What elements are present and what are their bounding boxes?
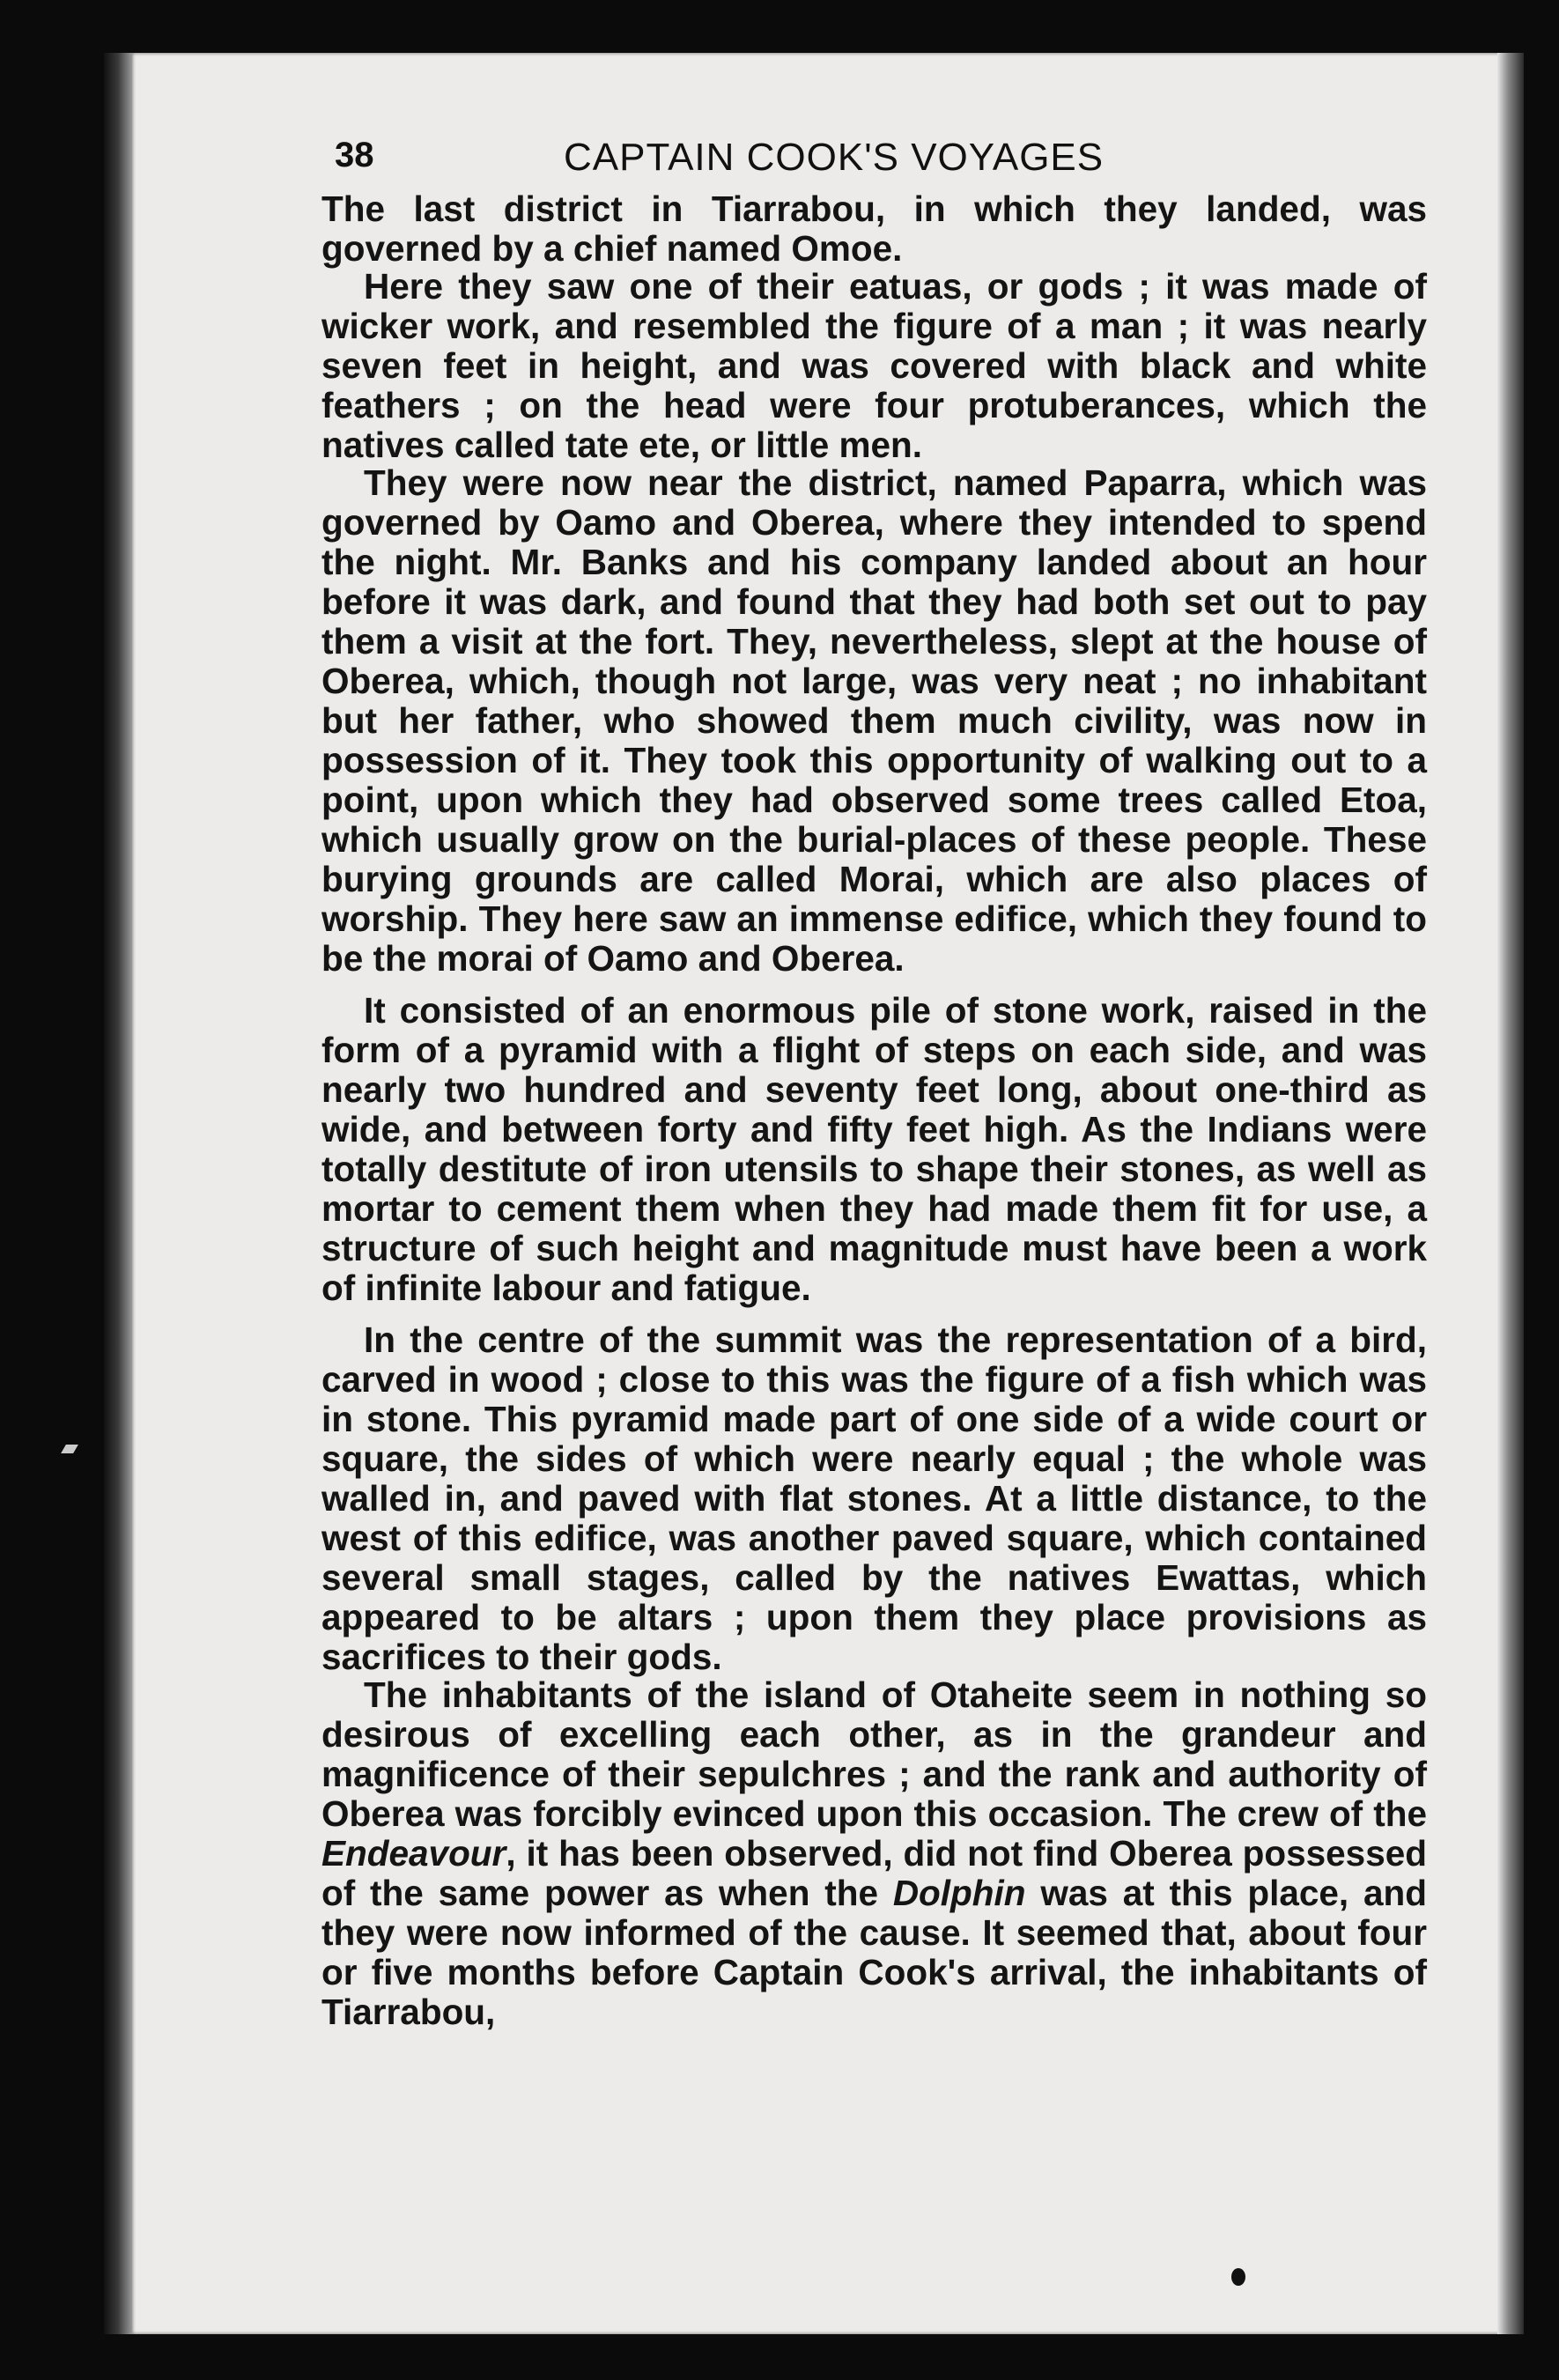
ship-name-dolphin: Dolphin [892,1873,1026,1913]
ship-name-endeavour: Endeavour [321,1833,506,1874]
page-header [335,132,1444,194]
body-text [321,189,1427,2127]
paragraph-3: They were now near the district, named Paparra, which was governed by Oamo and Oberea, where they intended to spend the night. Mr. Banks and his company landed about an hour before it was dark, and found that they had both set out to pay them a visit at the fort. They, nevertheless, slept at the house of Oberea, which, though not large, was very neat ; no inhabitant but her father, who showed them much civility, was now in possession of it. They took this opportunity of walking out to a point, upon which they had observed some trees called Etoa, which usually grow on the burial-places of these people. These burying grounds are called Morai, which are also places of worship. They here saw an immense edifice, which they found to be the morai of Oamo and Oberea. [321,462,1427,979]
paragraph-6-part-1: The inhabitants of the island of Otaheite seem in nothing so desirous of excelling each other, as in the grandeur and magnificence of their sepulchres ; and the rank and authority of Oberea was forcibly evinced upon this occasion. The crew of the [321,1674,1427,1834]
page-number: 38 [335,136,374,174]
paragraph-2: Here they saw one of their eatuas, or gods ; it was made of wicker work, and resembled the figure of a man ; it was nearly seven feet in height, and was covered with black and white feathers ; on the head were four protuberances, which the natives called tate ete, or little men. [321,266,1427,465]
paragraph-5: In the centre of the summit was the representation of a bird, carved in wood ; close to this was the figure of a fish which was in stone. This pyramid made part of one side of a wide court or square, the sides of which were nearly equal ; the whole was walled in, and paved with flat stones. At a little distance, to the west of this edifice, was another paved square, which contained several small stages, called by the natives Ewattas, which appeared to be altars ; upon them they place provisions as sacrifices to their gods. [321,1319,1427,1677]
paragraph-1: The last district in Tiarrabou, in which they landed, was governed by a chief named Omoe. [321,188,1427,269]
paragraph-6-part-2: , it has been observed, did not find Oberea possessed of the same power as when the [321,1833,1427,1913]
paragraph-6 [321,1675,1427,2032]
running-title: CAPTAIN COOK'S VOYAGES [564,136,1105,179]
ink-dot [1231,2268,1245,2286]
paragraph-6-part-3: was at this place, and they were now informed of the cause. It seemed that, about four or five months before Captain Cook's arrival, the inhabitants of Tiarrabou, [321,1873,1427,2032]
page-edge-right [1497,53,1524,2334]
paragraph-4: It consisted of an enormous pile of stone work, raised in the form of a pyramid with a flight of steps on each side, and was nearly two hundred and seventy feet long, about one-third as wide, and between forty and fifty feet high. As the Indians were totally destitute of iron utensils to shape their stones, as well as mortar to cement them when they had made them fit for use, a structure of such height and magnitude must have been a work of infinite labour and fatigue. [321,990,1427,1308]
